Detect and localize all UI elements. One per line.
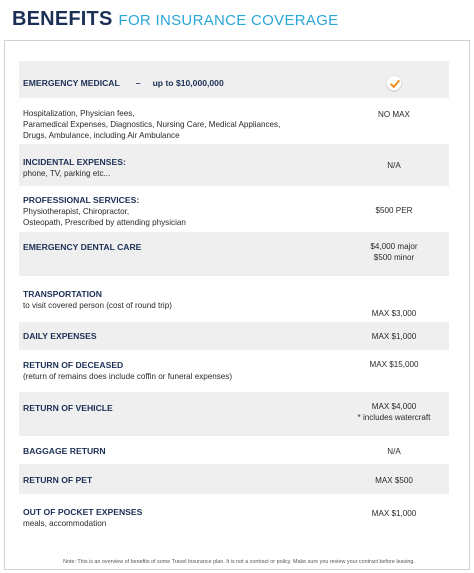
benefit-value-cell	[339, 241, 449, 263]
benefit-value-cell	[339, 508, 449, 519]
benefit-value-cell	[339, 109, 449, 120]
benefit-value-cell	[339, 331, 449, 342]
benefit-details-line: to visit covered person (cost of round trip)	[23, 301, 172, 310]
benefit-name-text: DAILY EXPENSES	[23, 331, 97, 341]
benefit-details	[23, 168, 343, 179]
benefit-details-line: Paramedical Expenses, Diagnostics, Nursing Care, Medical Appliances,	[23, 120, 281, 129]
benefit-value: $4,000 major	[370, 242, 418, 251]
benefit-value: MAX $1,000	[371, 509, 417, 518]
footnote: Note: This is an overview of benefits of some Travel Insurance plan. It is not a contract or policy. Make sure you review your contract before leaving.	[63, 559, 415, 565]
table-row	[19, 232, 449, 276]
benefit-value: NO MAX	[378, 110, 410, 119]
benefit-details-line: meals, accommodation	[23, 519, 107, 528]
table-row	[19, 144, 449, 186]
benefit-details-line: (return of remains does include coffin or funeral expenses)	[23, 372, 233, 381]
table-row	[19, 436, 449, 464]
benefit-name-text: PROFESSIONAL SERVICES:	[23, 195, 140, 205]
benefit-name	[23, 359, 123, 371]
benefit-value: MAX $15,000	[369, 360, 419, 369]
table-row	[19, 61, 449, 98]
benefit-value: MAX $500	[375, 476, 413, 485]
benefit-value-cell	[339, 359, 449, 370]
table-row	[19, 322, 449, 350]
benefit-value-cell	[339, 475, 449, 486]
benefit-details-line: Physiotherapist, Chiropractor,	[23, 207, 130, 216]
title-main: BENEFITS	[12, 8, 113, 30]
benefit-name-text: RETURN OF PET	[23, 475, 93, 485]
benefit-name-text: EMERGENCY MEDICAL	[23, 78, 120, 88]
benefits-table	[19, 61, 449, 530]
table-row	[19, 186, 449, 232]
table-row	[19, 276, 449, 322]
benefit-name-text: BAGGAGE RETURN	[23, 446, 106, 456]
table-row	[19, 350, 449, 392]
benefit-value: $500 minor	[373, 253, 415, 262]
benefit-name-text: TRANSPORTATION	[23, 289, 102, 299]
benefit-details	[23, 518, 343, 529]
benefit-value-cell	[339, 205, 449, 216]
benefit-name-text: RETURN OF DECEASED	[23, 360, 124, 370]
benefit-dash: –	[135, 78, 141, 88]
benefit-value-cell	[339, 308, 449, 319]
benefit-name	[23, 445, 106, 457]
benefit-value: MAX $4,000	[371, 402, 417, 411]
benefit-details-line: Osteopath, Prescribed by attending physician	[23, 218, 186, 227]
page-title	[12, 8, 462, 34]
benefit-details	[23, 371, 343, 382]
table-row	[19, 494, 449, 530]
benefit-details	[23, 300, 343, 311]
benefit-name	[23, 506, 142, 518]
benefit-value-cell	[339, 75, 449, 96]
benefit-name	[23, 241, 141, 253]
table-row	[19, 464, 449, 494]
table-row	[19, 392, 449, 436]
benefit-value-cell	[339, 160, 449, 171]
benefit-name	[23, 156, 126, 168]
benefits-panel	[4, 40, 470, 570]
benefit-name-text: EMERGENCY DENTAL CARE	[23, 242, 142, 252]
benefit-details	[23, 108, 343, 141]
benefit-details-line: Drugs, Ambulance, including Air Ambulance	[23, 131, 180, 140]
check-icon	[386, 75, 402, 91]
title-sub: FOR INSURANCE COVERAGE	[118, 12, 339, 29]
benefit-name	[23, 330, 97, 342]
benefit-name-text: RETURN OF VEHICLE	[23, 403, 113, 413]
benefit-value: MAX $3,000	[371, 309, 417, 318]
benefit-value: N/A	[387, 161, 401, 170]
benefit-name-text: OUT OF POCKET EXPENSES	[23, 507, 143, 517]
benefit-details	[23, 206, 343, 228]
benefit-name-text: INCIDENTAL EXPENSES:	[23, 157, 126, 167]
table-row	[19, 98, 449, 144]
benefit-name	[23, 194, 139, 206]
benefit-name	[23, 474, 92, 486]
benefit-value-cell	[339, 401, 449, 423]
benefit-details-line: phone, TV, parking etc...	[23, 169, 111, 178]
benefit-details-line: Hospitalization, Physician fees,	[23, 109, 135, 118]
benefit-value: $500 PER	[375, 206, 413, 215]
benefit-value: MAX $1,000	[371, 332, 417, 341]
benefit-value: * includes watercraft	[357, 413, 431, 422]
benefit-name	[23, 288, 102, 300]
benefit-name	[23, 402, 113, 414]
benefit-name	[23, 77, 224, 89]
benefit-value: N/A	[387, 447, 401, 456]
benefit-amount: up to $10,000,000	[152, 78, 224, 88]
benefit-value-cell	[339, 446, 449, 457]
